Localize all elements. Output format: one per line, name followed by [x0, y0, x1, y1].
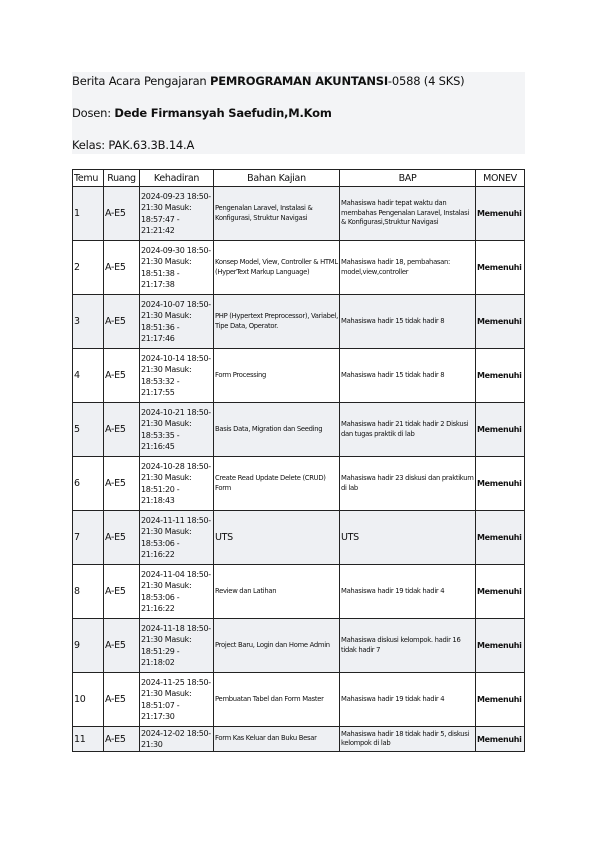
cell-monev: Memenuhi [476, 241, 525, 295]
table-row [73, 295, 525, 349]
cell-monev: Memenuhi [476, 619, 525, 673]
cell-ruang: A-E5 [104, 295, 140, 349]
cell-bahan-kajian: Project Baru, Login dan Home Admin [214, 619, 340, 673]
cell-temu: 7 [73, 511, 104, 565]
cell-bahan-kajian: Konsep Model, View, Controller & HTML (HyperText Markup Language) [214, 241, 340, 295]
cell-temu: 9 [73, 619, 104, 673]
cell-bap: Mahasiswa hadir 18 tidak hadir 5, diskusi kelompok di lab [340, 727, 476, 752]
table-row [73, 511, 525, 565]
cell-ruang: A-E5 [104, 457, 140, 511]
cell-bahan-kajian: Pembuatan Tabel dan Form Master [214, 673, 340, 727]
cell-bap: Mahasiswa diskusi kelompok. hadir 16 tidak hadir 7 [340, 619, 476, 673]
col-ruang: Ruang [104, 170, 140, 187]
cell-bap: Mahasiswa hadir 18, pembahasan: model,view,controller [340, 241, 476, 295]
cell-temu: 3 [73, 295, 104, 349]
cell-ruang: A-E5 [104, 673, 140, 727]
cell-temu: 11 [73, 727, 104, 752]
attendance-table [72, 169, 525, 752]
cell-kehadiran: 2024-11-04 18:50-21:30 Masuk: 18:53:06 - 21:16:22 [140, 565, 214, 619]
cell-monev: Memenuhi [476, 295, 525, 349]
cell-temu: 8 [73, 565, 104, 619]
table-header-row [73, 170, 525, 187]
cell-kehadiran: 2024-11-18 18:50-21:30 Masuk: 18:51:29 - 21:18:02 [140, 619, 214, 673]
cell-monev: Memenuhi [476, 673, 525, 727]
table-row [73, 241, 525, 295]
cell-bap: UTS [340, 511, 476, 565]
cell-temu: 6 [73, 457, 104, 511]
cell-bahan-kajian: Form Kas Keluar dan Buku Besar [214, 727, 340, 752]
class-line: Kelas: PAK.63.3B.14.A [72, 138, 195, 152]
table-row [73, 727, 525, 752]
cell-kehadiran: 2024-10-21 18:50-21:30 Masuk: 18:53:35 - 21:16:45 [140, 403, 214, 457]
lecturer-label: Dosen: [72, 106, 115, 120]
cell-temu: 5 [73, 403, 104, 457]
cell-kehadiran: 2024-09-23 18:50-21:30 Masuk: 18:57:47 - 21:21:42 [140, 187, 214, 241]
col-bap: BAP [340, 170, 476, 187]
table-row [73, 565, 525, 619]
cell-bap: Mahasiswa hadir 15 tidak hadir 8 [340, 349, 476, 403]
course-name: PEMROGRAMAN AKUNTANSI [209, 74, 388, 88]
cell-ruang: A-E5 [104, 403, 140, 457]
table-row [73, 673, 525, 727]
cell-kehadiran: 2024-10-28 18:50-21:30 Masuk: 18:51:20 - 21:18:43 [140, 457, 214, 511]
cell-bahan-kajian: Pengenalan Laravel, Instalasi & Konfigurasi, Struktur Navigasi [214, 187, 340, 241]
cell-ruang: A-E5 [104, 727, 140, 752]
cell-bahan-kajian: PHP (Hypertext Preprocessor), Variabel, Tipe Data, Operator. [214, 295, 340, 349]
cell-bahan-kajian: Create Read Update Delete (CRUD) Form [214, 457, 340, 511]
cell-bahan-kajian: UTS [214, 511, 340, 565]
cell-kehadiran: 2024-10-07 18:50-21:30 Masuk: 18:51:36 - 21:17:46 [140, 295, 214, 349]
lecturer-line [72, 106, 332, 120]
lecturer-name: Dede Firmansyah Saefudin,M.Kom [114, 106, 332, 120]
cell-monev: Memenuhi [476, 511, 525, 565]
cell-bap: Mahasiswa hadir 21 tidak hadir 2 Diskusi dan tugas praktik di lab [340, 403, 476, 457]
cell-ruang: A-E5 [104, 511, 140, 565]
cell-bap: Mahasiswa hadir tepat waktu dan membahas Pengenalan Laravel, Instalasi & Konfigurasi,Struktur Navigasi [340, 187, 476, 241]
col-monev: MONEV [476, 170, 525, 187]
table-body [73, 187, 525, 752]
cell-monev: Memenuhi [476, 187, 525, 241]
cell-monev: Memenuhi [476, 727, 525, 752]
cell-bap: Mahasiswa hadir 15 tidak hadir 8 [340, 295, 476, 349]
cell-monev: Memenuhi [476, 457, 525, 511]
table-row [73, 187, 525, 241]
table-row [73, 457, 525, 511]
course-code: -0588 (4 SKS) [387, 74, 465, 88]
title-line [72, 74, 464, 88]
cell-kehadiran: 2024-11-25 18:50-21:30 Masuk: 18:51:07 - 21:17:30 [140, 673, 214, 727]
title-prefix: Berita Acara Pengajaran [72, 74, 210, 88]
cell-ruang: A-E5 [104, 565, 140, 619]
cell-bahan-kajian: Basis Data, Migration dan Seeding [214, 403, 340, 457]
col-bahan-kajian: Bahan Kajian [214, 170, 340, 187]
cell-temu: 1 [73, 187, 104, 241]
cell-ruang: A-E5 [104, 619, 140, 673]
cell-temu: 10 [73, 673, 104, 727]
cell-kehadiran: 2024-10-14 18:50-21:30 Masuk: 18:53:32 - 21:17:55 [140, 349, 214, 403]
cell-monev: Memenuhi [476, 403, 525, 457]
col-temu: Temu [73, 170, 104, 187]
cell-kehadiran: 2024-11-11 18:50-21:30 Masuk: 18:53:06 - 21:16:22 [140, 511, 214, 565]
cell-kehadiran: 2024-09-30 18:50-21:30 Masuk: 18:51:38 - 21:17:38 [140, 241, 214, 295]
cell-bap: Mahasiswa hadir 23 diskusi dan praktikum di lab [340, 457, 476, 511]
cell-bap: Mahasiswa hadir 19 tidak hadir 4 [340, 673, 476, 727]
cell-monev: Memenuhi [476, 349, 525, 403]
table-row [73, 349, 525, 403]
cell-temu: 4 [73, 349, 104, 403]
cell-bahan-kajian: Form Processing [214, 349, 340, 403]
cell-bap: Mahasiswa hadir 19 tidak hadir 4 [340, 565, 476, 619]
table-row [73, 619, 525, 673]
cell-temu: 2 [73, 241, 104, 295]
cell-monev: Memenuhi [476, 565, 525, 619]
col-kehadiran: Kehadiran [140, 170, 214, 187]
table-row [73, 403, 525, 457]
cell-ruang: A-E5 [104, 349, 140, 403]
cell-ruang: A-E5 [104, 241, 140, 295]
cell-bahan-kajian: Review dan Latihan [214, 565, 340, 619]
cell-kehadiran: 2024-12-02 18:50-21:30 [140, 727, 214, 752]
cell-ruang: A-E5 [104, 187, 140, 241]
